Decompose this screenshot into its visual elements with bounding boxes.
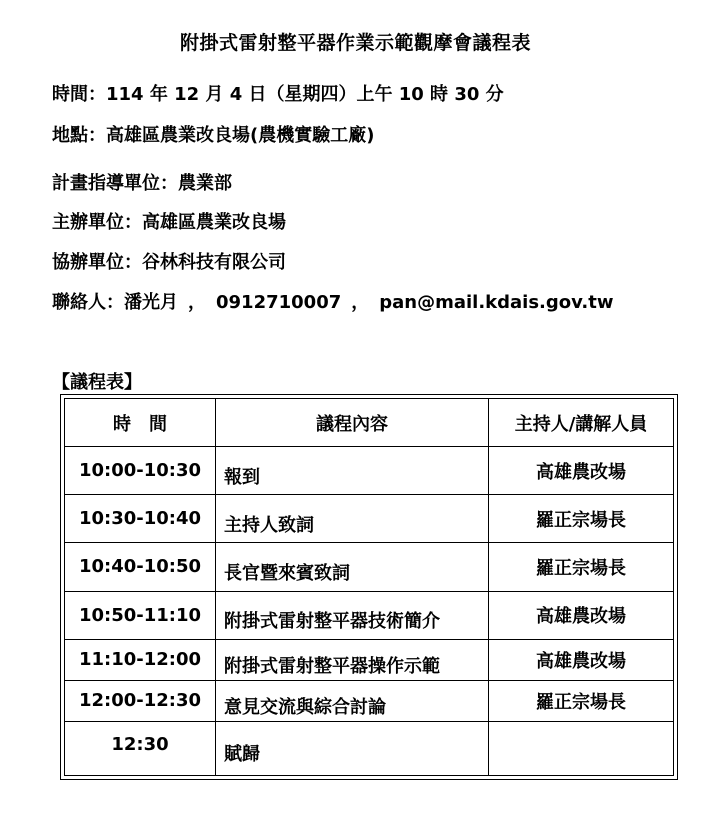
agenda-section-label: 【議程表】 xyxy=(52,372,142,393)
row-time: 12:00-12:30 xyxy=(65,680,216,721)
row-item-text: 附掛式雷射整平器技術簡介 xyxy=(224,611,440,633)
row-item xyxy=(216,495,489,543)
row-host: 羅正宗場長 xyxy=(489,680,674,721)
contact-email[interactable]: pan@mail.kdais.gov.tw xyxy=(379,292,614,313)
row-host: 羅正宗場長 xyxy=(489,543,674,591)
contact-separator: ， xyxy=(351,292,370,313)
co-organizing-unit: 協辦單位：谷林科技有限公司 xyxy=(52,252,286,273)
row-item-text: 附掛式雷射整平器操作示範 xyxy=(224,655,440,677)
organizing-unit: 主辦單位：高雄區農業改良場 xyxy=(52,212,286,233)
table-row xyxy=(65,543,674,591)
row-time: 12:30 xyxy=(65,721,216,775)
row-item-text: 報到 xyxy=(224,466,260,488)
row-time: 10:40-10:50 xyxy=(65,543,216,591)
header-host: 主持人/講解人員 xyxy=(489,399,674,447)
row-item-text: 意見交流與綜合討論 xyxy=(224,696,386,718)
row-time: 10:50-11:10 xyxy=(65,591,216,639)
row-item-text: 長官暨來賓致詞 xyxy=(224,562,350,584)
table-row xyxy=(65,447,674,495)
row-item xyxy=(216,591,489,639)
table-row xyxy=(65,591,674,639)
row-host: 羅正宗場長 xyxy=(489,495,674,543)
row-item-text: 賦歸 xyxy=(224,744,260,766)
row-item xyxy=(216,447,489,495)
row-host xyxy=(489,721,674,775)
contact-line xyxy=(52,288,614,314)
row-host: 高雄農改場 xyxy=(489,447,674,495)
event-time: 時間：114 年 12 月 4 日（星期四）上午 10 時 30 分 xyxy=(52,84,504,105)
row-item xyxy=(216,721,489,775)
agenda-table xyxy=(64,398,674,776)
table-header-row xyxy=(65,399,674,447)
contact-separator: ， xyxy=(188,292,206,313)
event-location: 地點：高雄區農業改良場(農機實驗工廠) xyxy=(52,125,375,146)
header-content: 議程內容 xyxy=(216,399,489,447)
table-row xyxy=(65,639,674,680)
row-item xyxy=(216,680,489,721)
table-row xyxy=(65,495,674,543)
row-time: 11:10-12:00 xyxy=(65,639,216,680)
document-title: 附掛式雷射整平器作業示範觀摩會議程表 xyxy=(179,32,531,54)
contact-person: 聯絡人：潘光月 xyxy=(52,292,178,313)
row-item-text: 主持人致詞 xyxy=(224,514,314,536)
header-time: 時 間 xyxy=(65,399,216,447)
row-host: 高雄農改場 xyxy=(489,591,674,639)
row-time: 10:00-10:30 xyxy=(65,447,216,495)
contact-phone: 0912710007 xyxy=(216,292,342,313)
table-row xyxy=(65,680,674,721)
table-row xyxy=(65,721,674,775)
supervising-unit: 計畫指導單位：農業部 xyxy=(52,173,232,194)
row-host: 高雄農改場 xyxy=(489,639,674,680)
row-time: 10:30-10:40 xyxy=(65,495,216,543)
agenda-table-frame xyxy=(60,394,678,780)
row-item xyxy=(216,543,489,591)
row-item xyxy=(216,639,489,680)
